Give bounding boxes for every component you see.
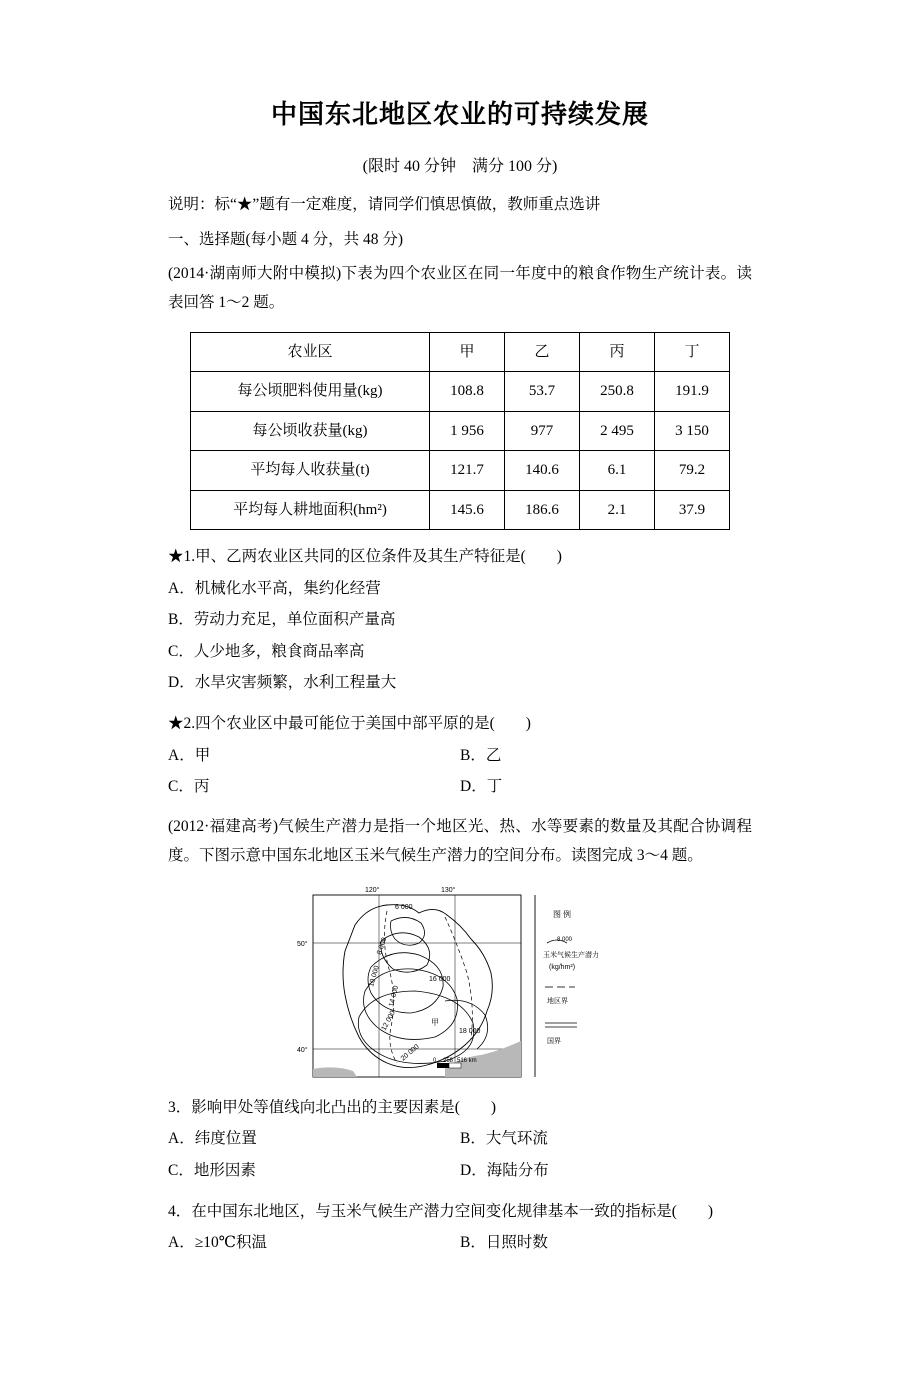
svg-text:国界: 国界 <box>547 1036 561 1045</box>
question-4-option-b[interactable]: B．日照时数 <box>460 1234 548 1252</box>
table-cell: 186.6 <box>505 490 580 530</box>
table-row <box>191 411 730 451</box>
table-cell: 191.9 <box>655 372 730 412</box>
table-header-cell: 乙 <box>505 332 580 372</box>
table-cell: 2.1 <box>580 490 655 530</box>
question-intro-1: (2014·湖南师大附中模拟)下表为四个农业区在同一年度中的粮食作物生产统计表。读表回答 1～2 题。 <box>168 264 752 312</box>
table-row-label: 平均每人收获量(t) <box>191 451 430 491</box>
question-3-options-row-1 <box>168 1124 752 1153</box>
table-header-cell: 丁 <box>655 332 730 372</box>
crop-statistics-table <box>190 332 730 531</box>
table-header-cell: 甲 <box>430 332 505 372</box>
question-2-option-c[interactable]: C．丙 <box>168 778 210 796</box>
table-cell: 2 495 <box>580 411 655 451</box>
question-2-option-b[interactable]: B．乙 <box>460 746 502 764</box>
table-cell: 79.2 <box>655 451 730 491</box>
page-subtitle: (限时 40 分钟 满分 100 分) <box>362 158 558 175</box>
northeast-china-maize-potential-map <box>295 881 625 1081</box>
document-page <box>0 94 920 1396</box>
question-1-option-c[interactable]: C．人少地多，粮食商品率高 <box>168 642 365 660</box>
table-cell: 108.8 <box>430 372 505 412</box>
question-intro-2: (2012·福建高考)气候生产潜力是指一个地区光、热、水等要素的数量及其配合协调程度。下图示意中国东北地区玉米气候生产潜力的空间分布。读图完成 3～4 题。 <box>168 817 752 865</box>
question-3-stem: 3．影响甲处等值线向北凸出的主要因素是( ) <box>168 1098 497 1116</box>
question-3-option-a[interactable]: A．纬度位置 <box>168 1130 257 1148</box>
svg-text:50°: 50° <box>297 940 308 948</box>
svg-text:8 000: 8 000 <box>376 936 389 956</box>
svg-text:8 000: 8 000 <box>557 936 573 943</box>
question-1-option-b[interactable]: B．劳动力充足，单位面积产量高 <box>168 611 396 629</box>
table-cell: 977 <box>505 411 580 451</box>
svg-text:16 000: 16 000 <box>429 975 451 983</box>
table-row <box>191 451 730 491</box>
question-4-options-row-1 <box>168 1228 752 1257</box>
table-row-label: 每公顷肥料使用量(kg) <box>191 372 430 412</box>
question-1-stem: ★1.甲、乙两农业区共同的区位条件及其生产特征是( ) <box>168 548 562 566</box>
svg-text:130°: 130° <box>441 886 456 894</box>
table-header-cell: 农业区 <box>191 332 430 372</box>
question-3-option-d[interactable]: D．海陆分布 <box>460 1161 549 1179</box>
document-content <box>0 190 920 1258</box>
table-cell: 121.7 <box>430 451 505 491</box>
question-4-option-a[interactable]: A．≥10℃积温 <box>168 1234 268 1252</box>
svg-text:0: 0 <box>433 1057 437 1064</box>
question-1-option-d[interactable]: D．水旱灾害频繁，水利工程量大 <box>168 674 397 691</box>
svg-text:(kg/hm²): (kg/hm²) <box>549 963 576 971</box>
section-heading: 一、选择题(每小题 4 分，共 48 分) <box>168 231 404 249</box>
question-2-stem: ★2.四个农业区中最可能位于美国中部平原的是( ) <box>168 715 531 733</box>
svg-text:18 000: 18 000 <box>459 1027 481 1035</box>
table-header-row <box>191 332 730 372</box>
svg-text:12 000: 12 000 <box>380 1009 397 1032</box>
svg-text:40°: 40° <box>297 1046 308 1054</box>
question-2-options-row-2 <box>168 772 752 801</box>
svg-text:120°: 120° <box>365 886 380 894</box>
table-row <box>191 490 730 530</box>
table-cell: 3 150 <box>655 411 730 451</box>
svg-text:258: 258 <box>443 1057 454 1064</box>
svg-text:甲: 甲 <box>431 1017 439 1027</box>
table-cell: 250.8 <box>580 372 655 412</box>
table-row-label: 平均每人耕地面积(hm²) <box>191 490 430 530</box>
table-cell: 145.6 <box>430 490 505 530</box>
svg-text:516 km: 516 km <box>457 1057 477 1064</box>
question-1-option-a[interactable]: A．机械化水平高，集约化经营 <box>168 579 381 597</box>
table-row-label: 每公顷收获量(kg) <box>191 411 430 451</box>
table-header-cell: 丙 <box>580 332 655 372</box>
table-row <box>191 372 730 412</box>
table-cell: 37.9 <box>655 490 730 530</box>
question-3-option-b[interactable]: B．大气环流 <box>460 1130 548 1148</box>
svg-text:6 000: 6 000 <box>395 903 413 911</box>
question-2-option-a[interactable]: A．甲 <box>168 746 211 764</box>
table-cell: 53.7 <box>505 372 580 412</box>
question-3-option-c[interactable]: C．地形因素 <box>168 1161 256 1179</box>
table-cell: 1 956 <box>430 411 505 451</box>
svg-text:10 000: 10 000 <box>368 964 381 988</box>
question-2-option-d[interactable]: D．丁 <box>460 778 503 796</box>
question-2-options-row-1 <box>168 741 752 770</box>
svg-text:14 000: 14 000 <box>388 984 401 1008</box>
svg-text:地区界: 地区界 <box>547 996 568 1005</box>
svg-text:图 例: 图 例 <box>553 909 571 919</box>
question-3-options-row-2 <box>168 1156 752 1185</box>
question-4-stem: 4．在中国东北地区，与玉米气候生产潜力空间变化规律基本一致的指标是( ) <box>168 1202 714 1220</box>
instruction-note: 说明：标“★”题有一定难度，请同学们慎思慎做，教师重点选讲 <box>168 196 601 213</box>
table-cell: 140.6 <box>505 451 580 491</box>
page-title: 中国东北地区农业的可持续发展 <box>270 99 649 129</box>
svg-text:20 000: 20 000 <box>399 1043 421 1063</box>
svg-text:玉米气候生产潜力: 玉米气候生产潜力 <box>543 950 599 959</box>
table-cell: 6.1 <box>580 451 655 491</box>
